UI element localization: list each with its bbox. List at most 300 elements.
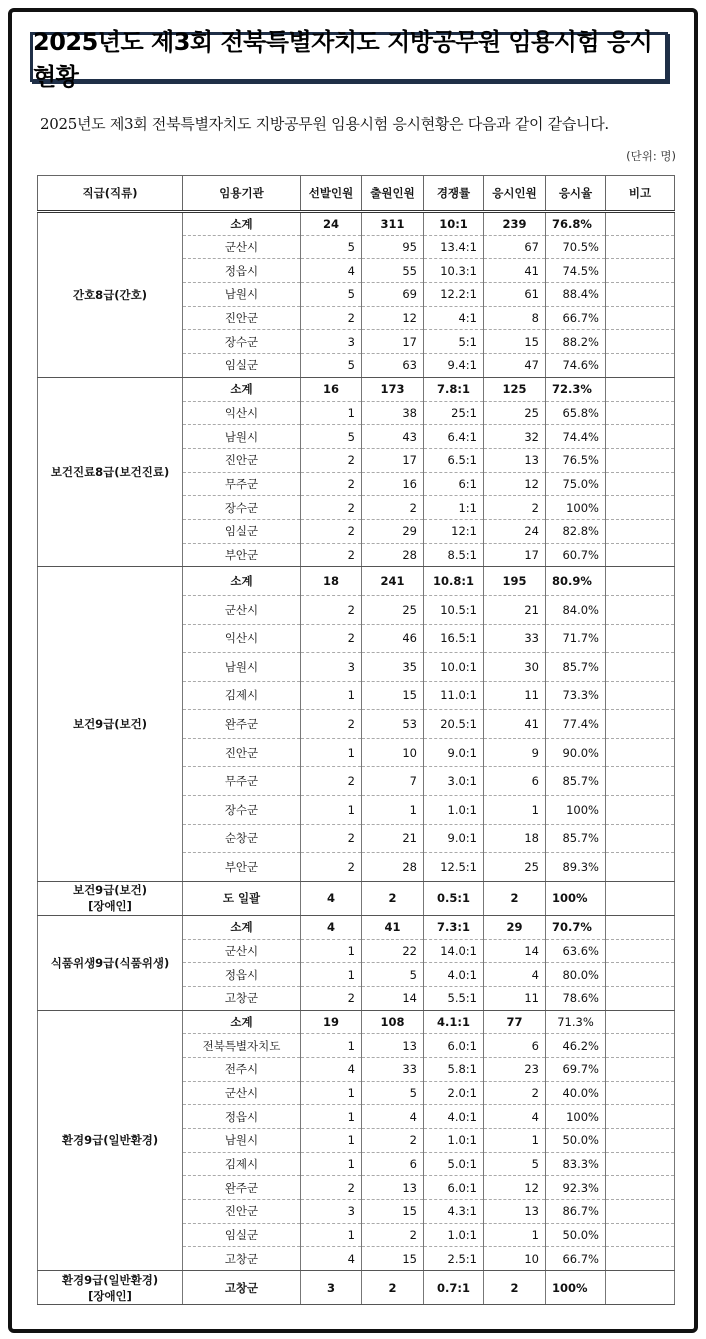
attendees-cell: 1 [484,796,546,825]
competition-cell: 10:1 [424,212,484,236]
agency-cell: 남원시 [183,1129,301,1153]
subtotal-row [38,567,675,596]
attendance-rate-cell: 50.0% [546,1129,606,1153]
grade-cell: 환경9급(일반환경) [38,1010,183,1271]
selected-cell: 4 [301,1057,362,1081]
remarks-cell [606,796,675,825]
remarks-cell [606,1010,675,1034]
agency-cell: 전주시 [183,1057,301,1081]
competition-cell: 5:1 [424,330,484,354]
attendance-rate-cell: 74.4% [546,425,606,449]
attendance-rate-cell: 75.0% [546,472,606,496]
remarks-cell [606,1223,675,1247]
remarks-cell [606,259,675,283]
agency-cell: 진안군 [183,1200,301,1224]
intro-text: 2025년도 제3회 전북특별자치도 지방공무원 임용시험 응시현황은 다음과 같이 같습니다. [40,115,609,133]
header-attendance-rate: 응시율 [546,176,606,212]
competition-cell: 5.0:1 [424,1152,484,1176]
table-header-row [38,176,675,212]
remarks-cell [606,738,675,767]
applicants-cell: 43 [362,425,424,449]
selected-cell: 5 [301,425,362,449]
selected-cell: 1 [301,963,362,987]
applicants-cell: 29 [362,519,424,543]
applicants-cell: 53 [362,710,424,739]
agency-cell: 군산시 [183,1081,301,1105]
header-agency: 임용기관 [183,176,301,212]
selected-cell: 1 [301,1152,362,1176]
agency-cell: 완주군 [183,710,301,739]
attendance-rate-cell: 88.2% [546,330,606,354]
competition-cell: 6.0:1 [424,1176,484,1200]
attendance-rate-cell: 83.3% [546,1152,606,1176]
attendance-rate-cell: 74.6% [546,354,606,378]
attendance-rate-cell: 100% [546,1271,606,1305]
agency-cell: 완주군 [183,1176,301,1200]
competition-cell: 4:1 [424,306,484,330]
remarks-cell [606,377,675,401]
applicants-cell: 46 [362,624,424,653]
selected-cell: 4 [301,915,362,939]
attendees-cell: 67 [484,235,546,259]
attendance-rate-cell: 77.4% [546,710,606,739]
selected-cell: 18 [301,567,362,596]
attendees-cell: 2 [484,496,546,520]
attendance-rate-cell: 73.3% [546,681,606,710]
agency-cell: 고창군 [183,986,301,1010]
applicants-cell: 12 [362,306,424,330]
selected-cell: 2 [301,472,362,496]
remarks-cell [606,986,675,1010]
remarks-cell [606,448,675,472]
applicants-cell: 2 [362,1223,424,1247]
selected-cell: 2 [301,543,362,567]
competition-cell: 1:1 [424,496,484,520]
attendees-cell: 1 [484,1223,546,1247]
applicants-cell: 6 [362,1152,424,1176]
selected-cell: 5 [301,235,362,259]
remarks-cell [606,653,675,682]
applicants-cell: 311 [362,212,424,236]
remarks-cell [606,1271,675,1305]
subtotal-row [38,881,675,915]
selected-cell: 2 [301,710,362,739]
agency-cell: 익산시 [183,624,301,653]
remarks-cell [606,1247,675,1271]
attendees-cell: 239 [484,212,546,236]
agency-cell: 남원시 [183,283,301,307]
remarks-cell [606,543,675,567]
attendance-rate-cell: 65.8% [546,401,606,425]
attendees-cell: 1 [484,1129,546,1153]
table-body [38,212,675,1305]
remarks-cell [606,624,675,653]
agency-cell: 도 일괄 [183,881,301,915]
competition-cell: 9.4:1 [424,354,484,378]
remarks-cell [606,472,675,496]
remarks-cell [606,235,675,259]
attendees-cell: 41 [484,710,546,739]
remarks-cell [606,595,675,624]
competition-cell: 6.4:1 [424,425,484,449]
remarks-cell [606,496,675,520]
applicants-cell: 41 [362,915,424,939]
attendees-cell: 6 [484,767,546,796]
agency-cell: 남원시 [183,425,301,449]
attendees-cell: 23 [484,1057,546,1081]
agency-cell: 소계 [183,1010,301,1034]
selected-cell: 1 [301,796,362,825]
attendance-rate-cell: 71.3% [546,1010,606,1034]
attendees-cell: 29 [484,915,546,939]
attendance-rate-cell: 90.0% [546,738,606,767]
remarks-cell [606,681,675,710]
attendees-cell: 2 [484,1081,546,1105]
agency-cell: 부안군 [183,543,301,567]
remarks-cell [606,283,675,307]
attendance-rate-cell: 80.0% [546,963,606,987]
applicants-cell: 2 [362,496,424,520]
header-competition: 경쟁률 [424,176,484,212]
agency-cell: 부안군 [183,853,301,882]
competition-cell: 1.0:1 [424,1129,484,1153]
selected-cell: 4 [301,1247,362,1271]
attendance-rate-cell: 76.5% [546,448,606,472]
attendees-cell: 11 [484,681,546,710]
selected-cell: 2 [301,986,362,1010]
competition-cell: 10.5:1 [424,595,484,624]
attendance-rate-cell: 46.2% [546,1034,606,1058]
competition-cell: 2.0:1 [424,1081,484,1105]
selected-cell: 1 [301,738,362,767]
selected-cell: 1 [301,1105,362,1129]
competition-cell: 4.0:1 [424,1105,484,1129]
attendees-cell: 12 [484,472,546,496]
agency-cell: 진안군 [183,306,301,330]
competition-cell: 10.0:1 [424,653,484,682]
applicants-cell: 7 [362,767,424,796]
applicants-cell: 21 [362,824,424,853]
remarks-cell [606,824,675,853]
remarks-cell [606,306,675,330]
competition-cell: 2.5:1 [424,1247,484,1271]
competition-cell: 5.8:1 [424,1057,484,1081]
applicants-cell: 1 [362,796,424,825]
agency-cell: 군산시 [183,595,301,624]
grade-cell: 식품위생9급(식품위생) [38,915,183,1010]
agency-cell: 소계 [183,377,301,401]
selected-cell: 19 [301,1010,362,1034]
applicants-cell: 173 [362,377,424,401]
competition-cell: 4.0:1 [424,963,484,987]
competition-cell: 0.7:1 [424,1271,484,1305]
competition-cell: 6:1 [424,472,484,496]
grade-cell: 보건진료8급(보건진료) [38,377,183,567]
header-applicants: 출원인원 [362,176,424,212]
selected-cell: 2 [301,448,362,472]
attendance-rate-cell: 66.7% [546,306,606,330]
attendance-rate-cell: 85.7% [546,824,606,853]
attendance-rate-cell: 50.0% [546,1223,606,1247]
subtotal-row [38,915,675,939]
attendees-cell: 5 [484,1152,546,1176]
agency-cell: 장수군 [183,796,301,825]
header-remarks: 비고 [606,176,675,212]
agency-cell: 정읍시 [183,259,301,283]
applicants-cell: 69 [362,283,424,307]
competition-cell: 6.5:1 [424,448,484,472]
grade-cell: 보건9급(보건) [장애인] [38,881,183,915]
competition-cell: 13.4:1 [424,235,484,259]
header-grade: 직급(직류) [38,176,183,212]
competition-cell: 0.5:1 [424,881,484,915]
attendees-cell: 125 [484,377,546,401]
selected-cell: 2 [301,853,362,882]
attendance-rate-cell: 71.7% [546,624,606,653]
selected-cell: 4 [301,881,362,915]
selected-cell: 16 [301,377,362,401]
competition-cell: 6.0:1 [424,1034,484,1058]
applicants-cell: 2 [362,1129,424,1153]
attendees-cell: 30 [484,653,546,682]
applicants-cell: 28 [362,543,424,567]
attendees-cell: 14 [484,939,546,963]
agency-cell: 익산시 [183,401,301,425]
applicants-cell: 5 [362,963,424,987]
attendance-rate-cell: 86.7% [546,1200,606,1224]
grade-cell: 환경9급(일반환경) [장애인] [38,1271,183,1305]
competition-cell: 7.8:1 [424,377,484,401]
remarks-cell [606,1105,675,1129]
competition-cell: 5.5:1 [424,986,484,1010]
attendees-cell: 24 [484,519,546,543]
agency-cell: 정읍시 [183,1105,301,1129]
unit-label: (단위: 명) [626,149,676,163]
competition-cell: 1.0:1 [424,1223,484,1247]
attendees-cell: 25 [484,401,546,425]
attendees-cell: 13 [484,1200,546,1224]
grade-cell: 간호8급(간호) [38,212,183,378]
applicants-cell: 15 [362,681,424,710]
selected-cell: 3 [301,1200,362,1224]
attendees-cell: 33 [484,624,546,653]
remarks-cell [606,710,675,739]
agency-cell: 소계 [183,567,301,596]
selected-cell: 1 [301,401,362,425]
selected-cell: 5 [301,283,362,307]
agency-cell: 고창군 [183,1247,301,1271]
agency-cell: 김제시 [183,681,301,710]
agency-cell: 정읍시 [183,963,301,987]
attendance-rate-cell: 84.0% [546,595,606,624]
subtotal-row [38,1271,675,1305]
attendance-rate-cell: 70.7% [546,915,606,939]
attendees-cell: 195 [484,567,546,596]
selected-cell: 1 [301,681,362,710]
agency-cell: 군산시 [183,235,301,259]
attendees-cell: 11 [484,986,546,1010]
remarks-cell [606,567,675,596]
agency-cell: 진안군 [183,448,301,472]
attendance-rate-cell: 100% [546,881,606,915]
remarks-cell [606,963,675,987]
applicants-cell: 15 [362,1247,424,1271]
applicants-cell: 63 [362,354,424,378]
competition-cell: 10.3:1 [424,259,484,283]
agency-cell: 고창군 [183,1271,301,1305]
attendance-rate-cell: 40.0% [546,1081,606,1105]
attendees-cell: 2 [484,881,546,915]
applicants-cell: 33 [362,1057,424,1081]
attendance-rate-cell: 92.3% [546,1176,606,1200]
applicants-cell: 13 [362,1176,424,1200]
remarks-cell [606,1176,675,1200]
selected-cell: 2 [301,519,362,543]
selected-cell: 1 [301,939,362,963]
selected-cell: 1 [301,1081,362,1105]
applicants-cell: 25 [362,595,424,624]
title-box [30,28,668,91]
attendance-rate-cell: 85.7% [546,767,606,796]
applicants-cell: 28 [362,853,424,882]
attendees-cell: 18 [484,824,546,853]
competition-cell: 4.1:1 [424,1010,484,1034]
attendees-cell: 4 [484,963,546,987]
agency-cell: 김제시 [183,1152,301,1176]
attendance-rate-cell: 69.7% [546,1057,606,1081]
remarks-cell [606,1129,675,1153]
applicants-cell: 108 [362,1010,424,1034]
remarks-cell [606,354,675,378]
header-attendees: 응시인원 [484,176,546,212]
applicants-cell: 241 [362,567,424,596]
remarks-cell [606,767,675,796]
remarks-cell [606,425,675,449]
competition-cell: 14.0:1 [424,939,484,963]
attendance-rate-cell: 78.6% [546,986,606,1010]
agency-cell: 무주군 [183,767,301,796]
agency-cell: 무주군 [183,472,301,496]
remarks-cell [606,1200,675,1224]
selected-cell: 1 [301,1223,362,1247]
attendees-cell: 13 [484,448,546,472]
attendees-cell: 32 [484,425,546,449]
selected-cell: 1 [301,1129,362,1153]
agency-cell: 소계 [183,915,301,939]
agency-cell: 남원시 [183,653,301,682]
competition-cell: 3.0:1 [424,767,484,796]
competition-cell: 12:1 [424,519,484,543]
attendees-cell: 2 [484,1271,546,1305]
remarks-cell [606,853,675,882]
remarks-cell [606,212,675,236]
agency-cell: 장수군 [183,496,301,520]
competition-cell: 25:1 [424,401,484,425]
competition-cell: 16.5:1 [424,624,484,653]
selected-cell: 2 [301,624,362,653]
attendance-rate-cell: 100% [546,796,606,825]
applicants-cell: 4 [362,1105,424,1129]
applicants-cell: 14 [362,986,424,1010]
selected-cell: 4 [301,259,362,283]
remarks-cell [606,881,675,915]
attendees-cell: 15 [484,330,546,354]
agency-cell: 진안군 [183,738,301,767]
attendees-cell: 9 [484,738,546,767]
attendance-rate-cell: 82.8% [546,519,606,543]
applicants-cell: 17 [362,330,424,354]
selected-cell: 2 [301,1176,362,1200]
attendance-rate-cell: 74.5% [546,259,606,283]
selected-cell: 2 [301,496,362,520]
competition-cell: 8.5:1 [424,543,484,567]
remarks-cell [606,1081,675,1105]
applicants-cell: 2 [362,1271,424,1305]
attendees-cell: 6 [484,1034,546,1058]
attendees-cell: 10 [484,1247,546,1271]
agency-cell: 순창군 [183,824,301,853]
applicants-cell: 35 [362,653,424,682]
agency-cell: 장수군 [183,330,301,354]
subtotal-row [38,1010,675,1034]
attendees-cell: 4 [484,1105,546,1129]
competition-cell: 9.0:1 [424,738,484,767]
applicants-cell: 2 [362,881,424,915]
remarks-cell [606,519,675,543]
remarks-cell [606,330,675,354]
attendees-cell: 17 [484,543,546,567]
agency-cell: 임실군 [183,519,301,543]
applicants-cell: 17 [362,448,424,472]
remarks-cell [606,915,675,939]
attendance-rate-cell: 66.7% [546,1247,606,1271]
applicants-cell: 16 [362,472,424,496]
selected-cell: 2 [301,306,362,330]
attendance-rate-cell: 76.8% [546,212,606,236]
competition-cell: 11.0:1 [424,681,484,710]
attendance-rate-cell: 85.7% [546,653,606,682]
competition-cell: 12.5:1 [424,853,484,882]
grade-cell: 보건9급(보건) [38,567,183,882]
agency-cell: 군산시 [183,939,301,963]
attendees-cell: 8 [484,306,546,330]
selected-cell: 1 [301,1034,362,1058]
applicants-cell: 10 [362,738,424,767]
subtotal-row [38,377,675,401]
attendance-rate-cell: 70.5% [546,235,606,259]
selected-cell: 2 [301,824,362,853]
exam-status-table [37,175,675,1305]
page-title: 2025년도 제3회 전북특별자치도 지방공무원 임용시험 응시현황 [33,28,653,91]
subtotal-row [38,212,675,236]
competition-cell: 10.8:1 [424,567,484,596]
attendance-rate-cell: 100% [546,1105,606,1129]
competition-cell: 7.3:1 [424,915,484,939]
remarks-cell [606,939,675,963]
attendance-rate-cell: 80.9% [546,567,606,596]
applicants-cell: 95 [362,235,424,259]
attendees-cell: 47 [484,354,546,378]
header-selected: 선발인원 [301,176,362,212]
applicants-cell: 5 [362,1081,424,1105]
agency-cell: 임실군 [183,1223,301,1247]
competition-cell: 4.3:1 [424,1200,484,1224]
selected-cell: 3 [301,330,362,354]
applicants-cell: 22 [362,939,424,963]
agency-cell: 소계 [183,212,301,236]
remarks-cell [606,401,675,425]
applicants-cell: 38 [362,401,424,425]
